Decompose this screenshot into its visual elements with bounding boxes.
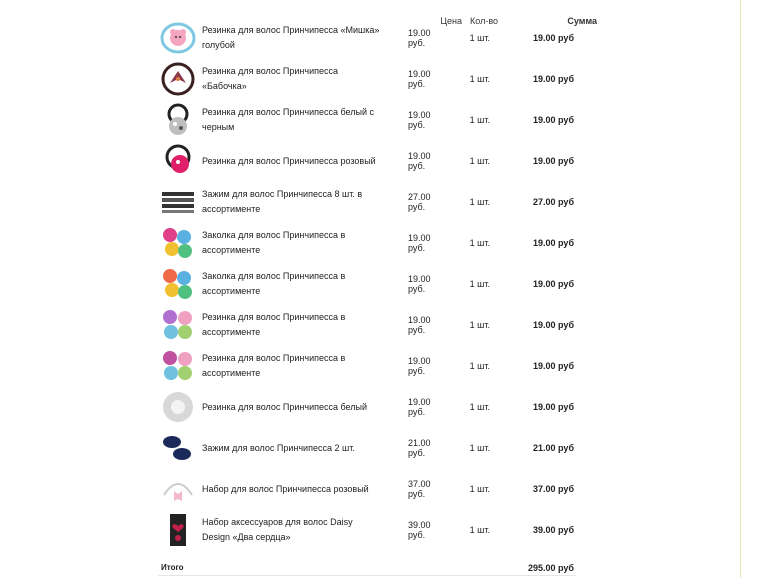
item-sum: 19.00 руб [533, 237, 574, 248]
item-sum: 19.00 руб [533, 319, 574, 330]
item-sum: 19.00 руб [533, 360, 574, 371]
order-item-row [158, 222, 576, 263]
item-qty: 1 шт. [469, 32, 490, 43]
order-item-row [158, 140, 576, 181]
item-sum: 19.00 руб [533, 114, 574, 125]
order-item-row [158, 345, 576, 386]
item-qty: 1 шт. [469, 114, 490, 125]
item-qty: 1 шт. [469, 237, 490, 248]
item-name: Резинка для волос Принчипесса «Бабочка» [202, 66, 338, 91]
item-name: Резинка для волос Принчипесса розовый [202, 155, 376, 166]
item-qty: 1 шт. [469, 155, 490, 166]
total-label: Итого [161, 563, 184, 572]
heart-accessory-set-icon [160, 512, 196, 548]
item-qty: 1 шт. [469, 278, 490, 289]
sequin-hair-tie-icon [160, 102, 196, 138]
item-price: 19.00 руб. [408, 355, 431, 376]
pink-hair-tie-icon [160, 143, 196, 179]
item-name: Набор аксессуаров для волос Daisy Design «Два сердца» [202, 517, 353, 542]
order-item-row [158, 468, 576, 509]
bow-hair-ties-icon [160, 307, 196, 343]
item-sum: 19.00 руб [533, 32, 574, 43]
item-qty: 1 шт. [469, 196, 490, 207]
item-name: Резинка для волос Принчипесса белый [202, 401, 367, 412]
item-sum: 19.00 руб [533, 278, 574, 289]
item-sum: 21.00 руб [533, 442, 574, 453]
item-sum: 27.00 руб [533, 196, 574, 207]
item-price: 19.00 руб. [408, 232, 431, 253]
hair-clips-icon [160, 184, 196, 220]
item-price: 19.00 руб. [408, 396, 431, 417]
item-qty: 1 шт. [469, 360, 490, 371]
bow-hair-ties-icon [160, 348, 196, 384]
order-item-row [158, 509, 576, 550]
total-value: 295.00 руб [528, 563, 574, 573]
order-item-row [158, 304, 576, 345]
bow-clips-icon [160, 225, 196, 261]
item-qty: 1 шт. [469, 442, 490, 453]
order-item-row [158, 99, 576, 140]
item-name: Резинка для волос Принчипесса в ассортименте [202, 312, 346, 337]
white-hair-tie-icon [160, 389, 196, 425]
order-item-row [158, 386, 576, 427]
item-price: 27.00 руб. [408, 191, 431, 212]
order-item-row [158, 17, 576, 58]
item-price: 19.00 руб. [408, 27, 431, 48]
item-sum: 19.00 руб [533, 401, 574, 412]
bottom-divider [158, 575, 576, 576]
item-qty: 1 шт. [469, 401, 490, 412]
item-qty: 1 шт. [469, 483, 490, 494]
item-qty: 1 шт. [469, 524, 490, 535]
item-sum: 19.00 руб [533, 73, 574, 84]
item-price: 39.00 руб. [408, 519, 431, 540]
item-name: Резинка для волос Принчипесса «Мишка» голубой [202, 25, 380, 50]
order-item-row [158, 181, 576, 222]
item-price: 19.00 руб. [408, 68, 431, 89]
item-price: 21.00 руб. [408, 437, 431, 458]
item-qty: 1 шт. [469, 319, 490, 330]
item-price: 19.00 руб. [408, 314, 431, 335]
item-name: Резинка для волос Принчипесса в ассортименте [202, 353, 346, 378]
item-name: Резинка для волос Принчипесса белый с черным [202, 107, 374, 132]
column-header-price: Цена [440, 15, 462, 26]
order-item-row [158, 58, 576, 99]
column-header-sum: Сумма [567, 15, 597, 26]
bear-hair-tie-icon [160, 20, 196, 56]
order-item-row [158, 427, 576, 468]
order-item-row [158, 263, 576, 304]
bow-clips-icon [160, 266, 196, 302]
item-name: Набор для волос Принчипесса розовый [202, 483, 369, 494]
item-sum: 37.00 руб [533, 483, 574, 494]
item-name: Заколка для волос Принчипесса в ассортименте [202, 230, 346, 255]
item-sum: 39.00 руб [533, 524, 574, 535]
column-header-qty: Кол-во [470, 15, 498, 26]
item-name: Зажим для волос Принчипесса 8 шт. в ассортименте [202, 189, 363, 214]
item-qty: 1 шт. [469, 73, 490, 84]
item-name: Заколка для волос Принчипесса в ассортименте [202, 271, 346, 296]
item-price: 37.00 руб. [408, 478, 431, 499]
item-price: 19.00 руб. [408, 150, 431, 171]
item-price: 19.00 руб. [408, 273, 431, 294]
item-price: 19.00 руб. [408, 109, 431, 130]
item-name: Зажим для волос Принчипесса 2 шт. [202, 442, 355, 453]
page-edge-rule [740, 0, 741, 578]
pink-headband-set-icon [160, 471, 196, 507]
navy-bow-clips-icon [160, 430, 196, 466]
item-sum: 19.00 руб [533, 155, 574, 166]
butterfly-hair-tie-icon [160, 61, 196, 97]
